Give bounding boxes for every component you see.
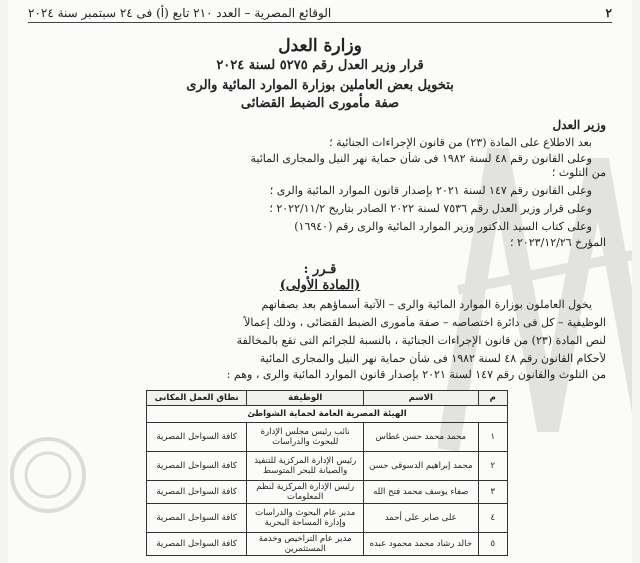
preamble-line: وعلى قرار وزير العدل رقم ٧٥٣٦ لسنة ٢٠٢٢ الصادر بتاريخ ٢٠٢٢/١١/٢ ؛ — [269, 202, 592, 215]
publication-line: الوقائع المصرية – العدد ٢١٠ تابع (أ) فى ٢٤ سبتمبر سنة ٢٠٢٤ — [28, 6, 332, 20]
cell-num: ٤ — [478, 504, 507, 533]
preamble-line: وعلى القانون رقم ١٤٧ لسنة ٢٠٢١ بإصدار قانون الموارد المائية والرى ؛ — [269, 184, 592, 197]
cell-num: ١ — [478, 423, 507, 452]
preamble-line: من التلوث ؛ — [551, 166, 606, 179]
header-num: م — [478, 391, 507, 406]
article-line: لأحكام القانون رقم ٤٨ لسنة ١٩٨٢ فى شأن حماية نهر النيل والمجارى المائية — [259, 352, 606, 365]
cell-num: ٣ — [478, 481, 507, 504]
decree-subject-line-1: بتخويل بعض العاملين بوزارة الموارد المائية والرى — [186, 78, 454, 93]
header-job: الوظيفة — [247, 391, 364, 406]
cell-job: نائب رئيس مجلس الإدارة للبحوث والدراسات — [247, 423, 364, 452]
preamble-line: وعلى القانون رقم ٤٨ لسنة ١٩٨٢ فى شأن حماية نهر النيل والمجارى المائية — [250, 152, 592, 165]
cell-job: رئيس الإدارة المركزية لنظم المعلومات — [247, 481, 364, 504]
cell-name: محمد محمد حسن غطاس — [364, 423, 478, 452]
preamble-line: وعلى كتاب السيد الدكتور وزير الموارد المائية والرى رقم (١٦٩٤٠) — [294, 220, 592, 233]
cell-num: ٥ — [478, 533, 507, 556]
table-row — [147, 504, 508, 533]
group-name: الهيئة المصرية العامة لحماية الشواطئ — [147, 406, 508, 423]
header-name: الاسم — [364, 391, 478, 406]
table-row — [147, 423, 508, 452]
document-page — [8, 0, 632, 563]
article-line: يخول العاملون بوزارة الموارد المائية والرى – الآتية أسماؤهم بعد بصفاتهم — [261, 298, 592, 311]
cell-num: ٢ — [478, 452, 507, 481]
preamble-line: بعد الاطلاع على المادة (٢٣) من قانون الإجراءات الجنائية ؛ — [329, 136, 592, 149]
cell-name: خالد رشاد محمد محمود عبده — [364, 533, 478, 556]
cell-job: رئيس الإدارة المركزية للتنفيذ والصيانة للبحر المتوسط — [247, 452, 364, 481]
decree-title: قرار وزير العدل رقم ٥٢٧٥ لسنة ٢٠٢٤ — [216, 58, 424, 73]
cell-job: مدير عام البحوث والدراسات وإدارة المساحة البحرية — [247, 504, 364, 533]
cell-scope: كافة السواحل المصرية — [147, 481, 247, 504]
preamble-line: المؤرخ ٢٠٢٣/١٢/٢٦ ؛ — [509, 236, 606, 249]
table-row — [147, 452, 508, 481]
seal-watermark-icon — [8, 420, 88, 530]
article-line: لنص المادة (٢٣) من قانون الإجراءات الجنائية ، بالنسبة للجرائم التى تقع بالمخالفة — [236, 334, 606, 347]
cell-scope: كافة السواحل المصرية — [147, 504, 247, 533]
running-header — [28, 4, 612, 23]
cell-name: على صابر على أحمد — [364, 504, 478, 533]
header-scope: نطاق العمل المكانى — [147, 391, 247, 406]
table-row — [147, 533, 508, 556]
table-header-row — [147, 391, 508, 406]
cell-job: مدير عام التراخيص وخدمة المستثمرين — [247, 533, 364, 556]
cell-scope: كافة السواحل المصرية — [147, 452, 247, 481]
cell-name: محمد إبراهيم الدسوقى حسن — [364, 452, 478, 481]
decision-word: قـرر : — [303, 262, 337, 277]
employees-table — [146, 390, 508, 556]
issuer-label: وزير العدل — [552, 118, 606, 132]
ministry-title: وزارة العدل — [278, 36, 362, 56]
table-row — [147, 481, 508, 504]
cell-scope: كافة السواحل المصرية — [147, 533, 247, 556]
article-heading — [8, 278, 632, 293]
decree-subject-line-2: صفة مأمورى الضبط القضائى — [240, 96, 400, 111]
cell-name: صفاء يوسف محمد فتح الله — [364, 481, 478, 504]
cell-scope: كافة السواحل المصرية — [147, 423, 247, 452]
table-group-row — [147, 406, 508, 423]
article-line: من التلوث والقانون رقم ١٤٧ لسنة ٢٠٢١ بإصدار قانون الموارد المائية والرى ، وهم : — [226, 368, 606, 381]
page-number: ٢ — [605, 6, 612, 20]
article-line: الوظيفية – كل فى دائرة اختصاصه – صفة مأمورى الضبط القضائى ، وذلك إعمالاً — [244, 316, 606, 329]
article-heading-text: (المادة الأولى) — [279, 278, 361, 293]
